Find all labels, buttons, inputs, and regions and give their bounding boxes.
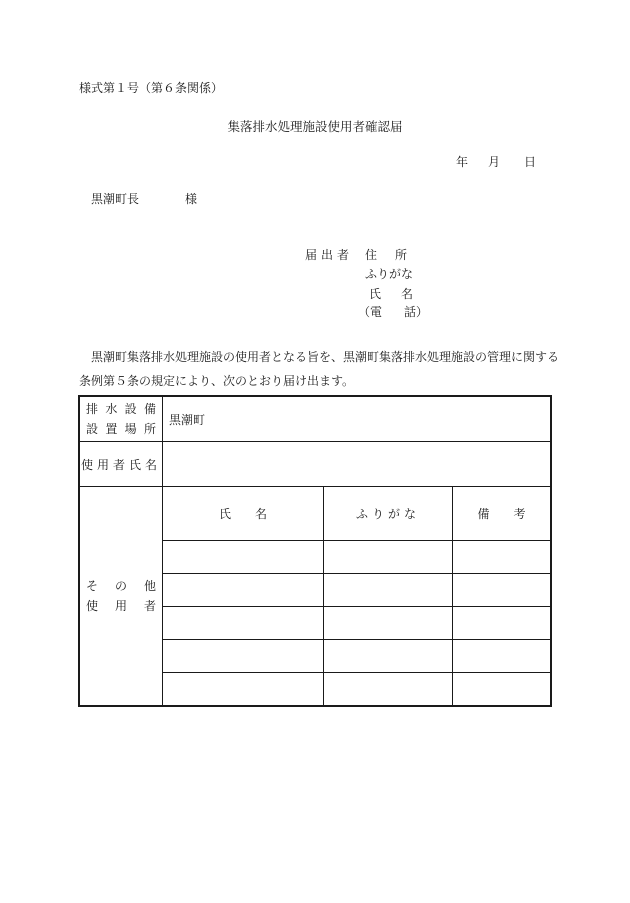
other-user-furigana-cell[interactable] [324, 541, 453, 574]
other-users-label-line2 [80, 596, 162, 616]
label-char: 用 [114, 599, 127, 613]
date-month: 月 [488, 155, 501, 169]
other-user-furigana-cell[interactable] [324, 640, 453, 673]
applicant-name-label: 氏名 [369, 287, 434, 301]
other-user-furigana-cell[interactable] [324, 607, 453, 640]
other-user-note-cell[interactable] [453, 673, 552, 707]
form-table [78, 395, 552, 707]
addressee-name: 黒潮町長 [91, 192, 140, 206]
label-char: 水 [105, 402, 118, 416]
addressee [91, 193, 197, 205]
label-char: 排 [86, 402, 99, 416]
other-users-header-row [79, 487, 551, 541]
location-label-line1 [80, 399, 162, 419]
label-char: 使 [86, 599, 99, 613]
applicant-furigana-label: ふりがな [365, 267, 414, 281]
location-value[interactable]: 黒潮町 [163, 396, 552, 442]
column-header-name: 氏 名 [163, 487, 324, 541]
label-char: そ [86, 579, 99, 593]
other-users-label [79, 487, 163, 707]
form-number: 様式第１号（第６条関係） [79, 81, 224, 95]
document-title: 集落排水処理施設使用者確認届 [227, 119, 403, 134]
other-user-note-cell[interactable] [453, 541, 552, 574]
other-user-name-cell[interactable] [163, 541, 324, 574]
label-char: 設 [124, 402, 137, 416]
applicant-address-label: 住所 [365, 248, 426, 262]
applicant-phone-label [358, 306, 428, 318]
label-char: 所 [143, 422, 156, 436]
user-name-label: 使用者氏名 [79, 442, 163, 487]
other-user-note-cell[interactable] [453, 574, 552, 607]
date-day: 日 [524, 155, 537, 169]
other-user-note-cell[interactable] [453, 640, 552, 673]
other-user-name-cell[interactable] [163, 607, 324, 640]
addressee-honorific: 様 [185, 192, 198, 206]
label-char: 他 [143, 579, 156, 593]
other-user-note-cell[interactable] [453, 607, 552, 640]
declaration-text: 黒潮町集落排水処理施設の使用者となる旨を、黒潮町集落排水処理施設の管理に関する条例第５条の規定により、次のとおり届け出ます。 [79, 350, 560, 388]
date-year: 年 [456, 155, 469, 169]
other-user-furigana-cell[interactable] [324, 673, 453, 707]
column-header-furigana: ふりがな [324, 487, 453, 541]
other-user-furigana-cell[interactable] [324, 574, 453, 607]
user-name-row [79, 442, 551, 487]
location-label-line2 [80, 419, 162, 439]
column-header-note: 備 考 [453, 487, 552, 541]
label-char: 者 [143, 599, 156, 613]
other-users-label-line1 [80, 576, 162, 596]
other-user-name-cell[interactable] [163, 574, 324, 607]
label-char: 備 [143, 402, 156, 416]
location-label [79, 396, 163, 442]
label-char: 設 [86, 422, 99, 436]
location-row [79, 396, 551, 442]
user-name-value[interactable] [163, 442, 552, 487]
label-char: 置 [105, 422, 118, 436]
applicant-label: 届出者 [305, 248, 354, 262]
other-user-name-cell[interactable] [163, 673, 324, 707]
other-user-name-cell[interactable] [163, 640, 324, 673]
phone-close: 話） [404, 305, 429, 319]
phone-open: （電 [358, 305, 383, 319]
label-char: の [114, 579, 127, 593]
label-char: 場 [124, 422, 137, 436]
